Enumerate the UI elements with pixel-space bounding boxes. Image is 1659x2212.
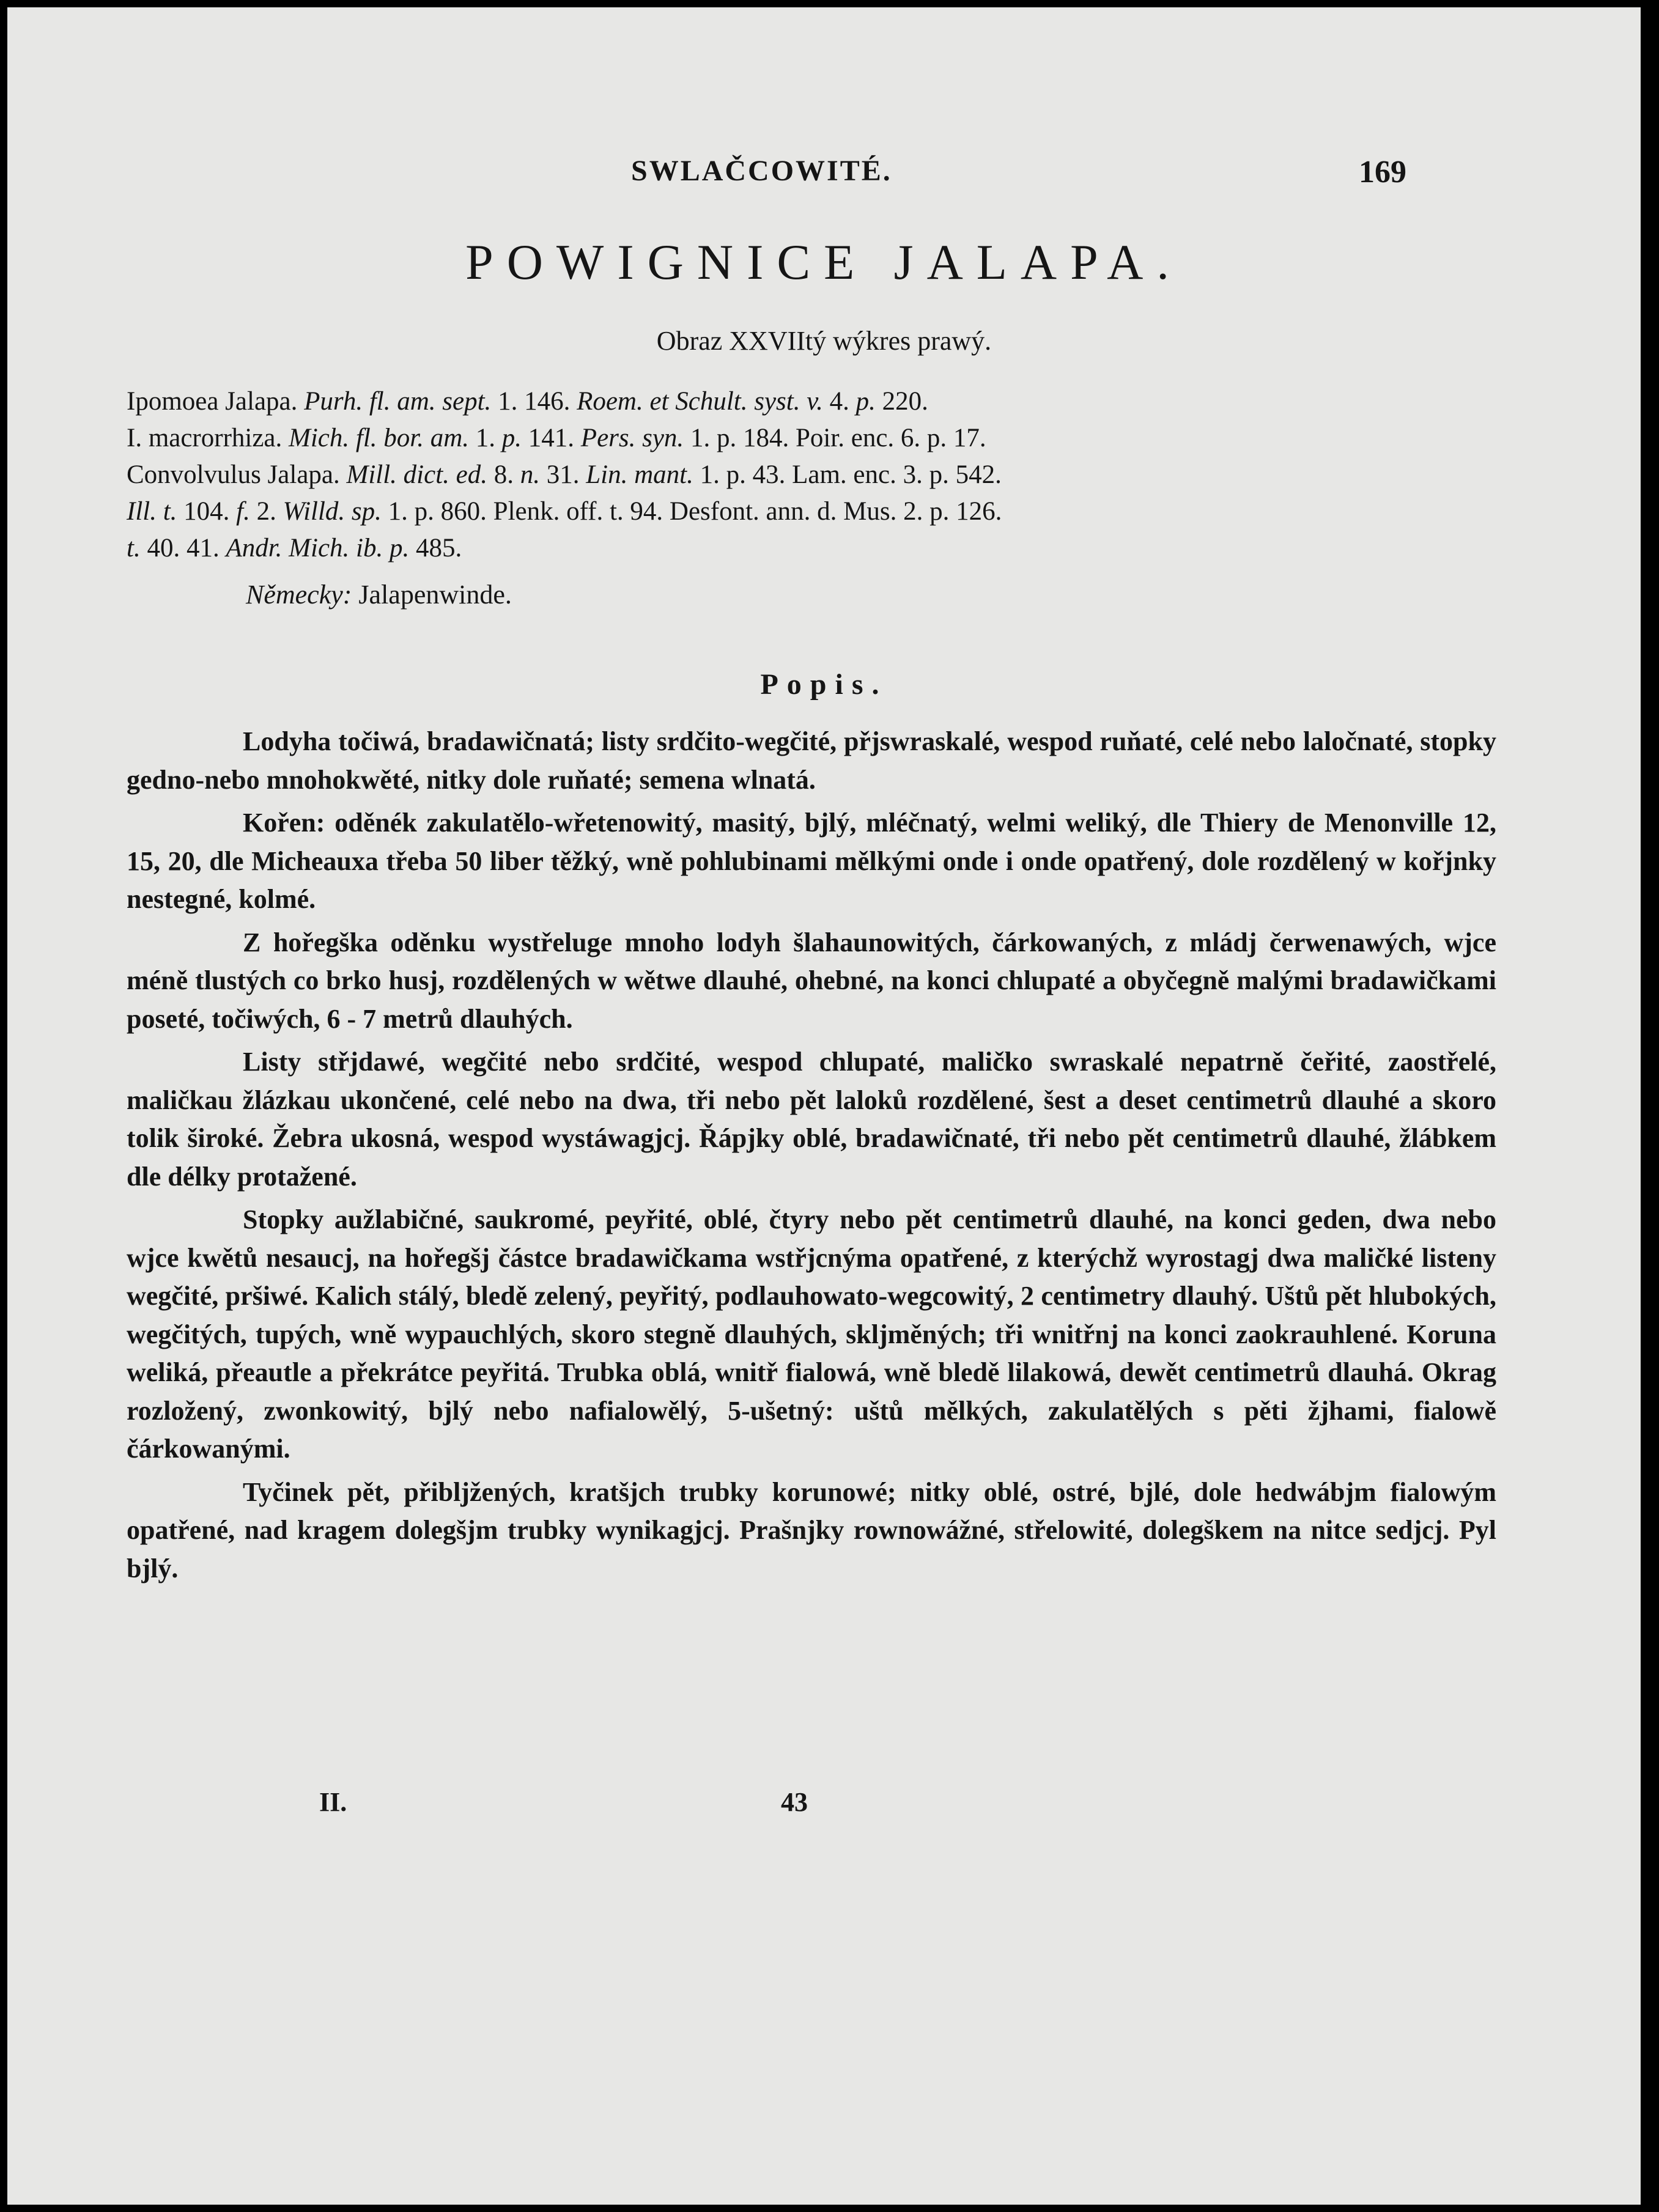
section-heading: Popis. (760, 668, 888, 701)
synonym-ref: 1. (469, 424, 502, 452)
page-footer (7, 1786, 1641, 1829)
synonym-line (127, 457, 1496, 493)
synonym-ref: 1. 146. (491, 387, 577, 416)
synonym-ref: 8. (487, 460, 520, 489)
paragraph: Z hořegška oděnku wystřeluge mnoho lodyh šlahaunowitých, čárkowaných, z mládj čerwenawých, wjce méně tlustých co brko husj, rozdělených w wětwe dlauhé, ohebné, na konci chlupaté a obyčegně malými bradawičkami poseté, točiwých, 6 - 7 metrů dlauhých. (127, 927, 1496, 1034)
synonym-citation: Roem. et Schult. syst. v. (577, 387, 823, 416)
synonym-ref: 4. (822, 387, 856, 416)
synonym-name: Ipomoea Jalapa. (127, 387, 305, 416)
book-page (7, 7, 1641, 2205)
synonym-citation: Pers. syn. (580, 424, 684, 452)
synonym-line (127, 383, 1496, 420)
running-title: SWLAČCOWITÉ. (631, 155, 892, 187)
paragraph: Kořen: oděnék zakulatělo-wřetenowitý, masitý, bjlý, mléčnatý, welmi weliký, dle Thiery de Menonville 12, 15, 20, dle Micheauxa třeba 50 liber těžký, wně pohlubinami mělkými onde i onde opatřený, dole rozdělený w kořjnky nestegné, kolmé. (127, 808, 1496, 914)
synonym-ref: 2. (249, 497, 283, 526)
paragraph: Stopky aužlabičné, saukromé, peyřité, oblé, čtyry nebo pět centimetrů dlauhé, na konci geden, dwa nebo wjce kwětů nesaucj, na hořegšj částce bradawičkama wstřjcnýma opatřené, z kterýchž wyrostagj dwa maličké listeny wegčité, pršiwé. Kalich stálý, bledě zelený, peyřitý, podlauhowato-wegcowitý, 2 centimetry dlauhý. Uštů pět hlubokých, wegčitých, tupých, wně wypauchlých, skoro stegně dlauhých, skljměných; tři wnitřnj na konci zaokrauhlené. Koruna weliká, přeautle a překrátce peyřitá. Trubka oblá, wnitř fialowá, wně bledě lilakowá, dewět centimetrů dlauhá. Okrag rozložený, zwonkowitý, bjlý nebo nafialowělý, 5-ušetný: uštů mělkých, zakulatělých s pěti žjhami, fialowě čárkowanými. (127, 1204, 1496, 1464)
synonym-citation: Purh. fl. am. sept. (304, 387, 492, 416)
page-number: 169 (1359, 155, 1406, 190)
synonym-line (127, 530, 1496, 567)
synonym-citation: Andr. Mich. ib. p. (226, 534, 410, 562)
synonym-ref: 220. (875, 387, 928, 416)
synonym-ref: 1. p. 860. Plenk. off. t. 94. Desfont. ann. d. Mus. 2. p. 126. (381, 497, 1002, 526)
synonym-ref: 485. (409, 534, 462, 562)
synonym-ref: 141. (522, 424, 581, 452)
page-title: POWIGNICE JALAPA. (465, 234, 1183, 290)
synonym-citation: t. (127, 534, 141, 562)
synonym-name: I. macrorrhiza. (127, 424, 289, 452)
german-value: Jalapenwinde. (352, 580, 512, 610)
running-head (7, 148, 1641, 197)
synonym-citation: Willd. sp. (283, 497, 382, 526)
synonym-ref: 1. p. 43. Lam. enc. 3. p. 542. (693, 460, 1002, 489)
synonym-citation: Lin. mant. (586, 460, 693, 489)
description-text (127, 723, 1496, 1588)
synonym-citation: Mich. fl. bor. am. (289, 424, 470, 452)
paragraph: Tyčinek pět, přibljžených, kratšjch trubky korunowé; nitky oblé, ostré, bjlé, dole hedwábjm fialowým opatřené, nad kragem dolegšjm trubky wynikagjcj. Prašnjky rownowážné, střelowité, dolegškem na nitce sedjcj. Pyl bjlý. (127, 1477, 1496, 1583)
paragraph: Lodyha točiwá, bradawičnatá; listy srdčito-wegčité, přjswraskalé, wespod ruňaté, celé nebo laločnaté, stopky gedno-nebo mnohokwěté, nitky dole ruňaté; semena wlnatá. (127, 726, 1496, 795)
volume-mark: II. (319, 1787, 347, 1817)
synonymy-block (127, 383, 1496, 567)
synonym-citation: p. (855, 387, 876, 416)
synonym-ref: 1. p. 184. Poir. enc. 6. p. 17. (684, 424, 986, 452)
synonym-citation: Ill. t. (127, 497, 177, 526)
synonym-line (127, 493, 1496, 530)
synonym-citation: n. (520, 460, 540, 489)
synonym-ref: 104. (177, 497, 237, 526)
synonym-ref: 40. 41. (140, 534, 226, 562)
synonym-line (127, 420, 1496, 457)
paragraph: Listy střjdawé, wegčité nebo srdčité, wespod chlupaté, maličko swraskalé nepatrně čeřité, zaostřelé, maličkau žlázkau ukončené, celé nebo na dwa, tři nebo pět laloků rozdělené, šest a deset centimetrů dlauhé a skoro tolik široké. Žebra ukosná, wespod wystáwagjcj. Řápjky oblé, bradawičnaté, tři nebo pět centimetrů dlauhé, žlábkem dle délky protažené. (127, 1047, 1496, 1192)
synonym-citation: f. (236, 497, 250, 526)
synonym-citation: p. (501, 424, 522, 452)
german-label: Německy: (246, 580, 352, 610)
german-name (246, 579, 512, 610)
signature-mark: 43 (781, 1787, 808, 1817)
synonym-name: Convolvulus Jalapa. (127, 460, 347, 489)
synonym-ref: 31. (539, 460, 586, 489)
synonym-citation: Mill. dict. ed. (346, 460, 487, 489)
figure-reference: Obraz XXVIItý wýkres prawý. (656, 326, 992, 356)
